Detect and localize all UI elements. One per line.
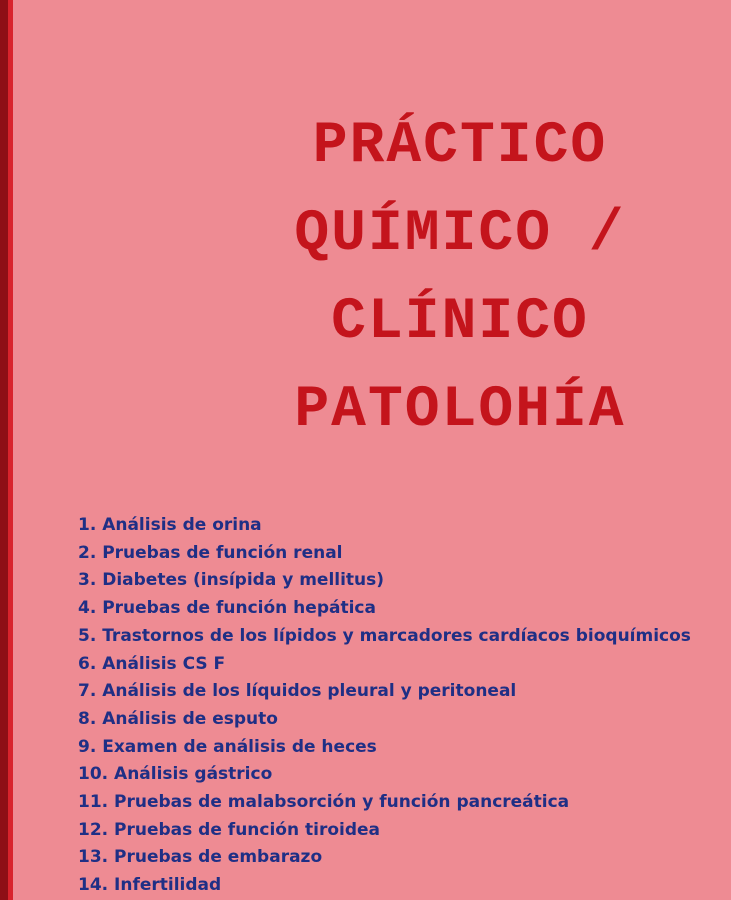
toc-item: 11. Pruebas de malabsorción y función pancreática (78, 792, 570, 813)
toc-item: 7. Análisis de los líquidos pleural y peritoneal (78, 681, 517, 702)
cover-spine-bar (0, 0, 8, 900)
toc-item: 13. Pruebas de embarazo (78, 847, 323, 868)
toc-item: 9. Examen de análisis de heces (78, 736, 377, 757)
toc-item: 2. Pruebas de función renal (78, 542, 343, 563)
toc-item: 3. Diabetes (insípida y mellitus) (78, 570, 385, 591)
toc-item: 12. Pruebas de función tiroidea (78, 819, 381, 840)
toc-item: 10. Análisis gástrico (78, 764, 273, 785)
table-of-contents (78, 512, 691, 900)
toc-item: 14. Infertilidad (78, 875, 222, 896)
title-line: CLÍNICO (331, 289, 589, 355)
document-title (230, 103, 690, 455)
toc-item: 5. Trastornos de los lípidos y marcadores cardíacos bioquímicos (78, 625, 691, 646)
toc-item: 4. Pruebas de función hepática (78, 598, 376, 619)
title-line: PRÁCTICO (312, 113, 608, 179)
toc-item: 6. Análisis CS F (78, 653, 226, 674)
cover-spine-accent (8, 0, 13, 900)
title-line: PATOLOHÍA (294, 377, 626, 443)
toc-item: 8. Análisis de esputo (78, 708, 278, 729)
toc-item: 1. Análisis de orina (78, 515, 262, 535)
title-line: QUÍMICO / (294, 201, 626, 267)
